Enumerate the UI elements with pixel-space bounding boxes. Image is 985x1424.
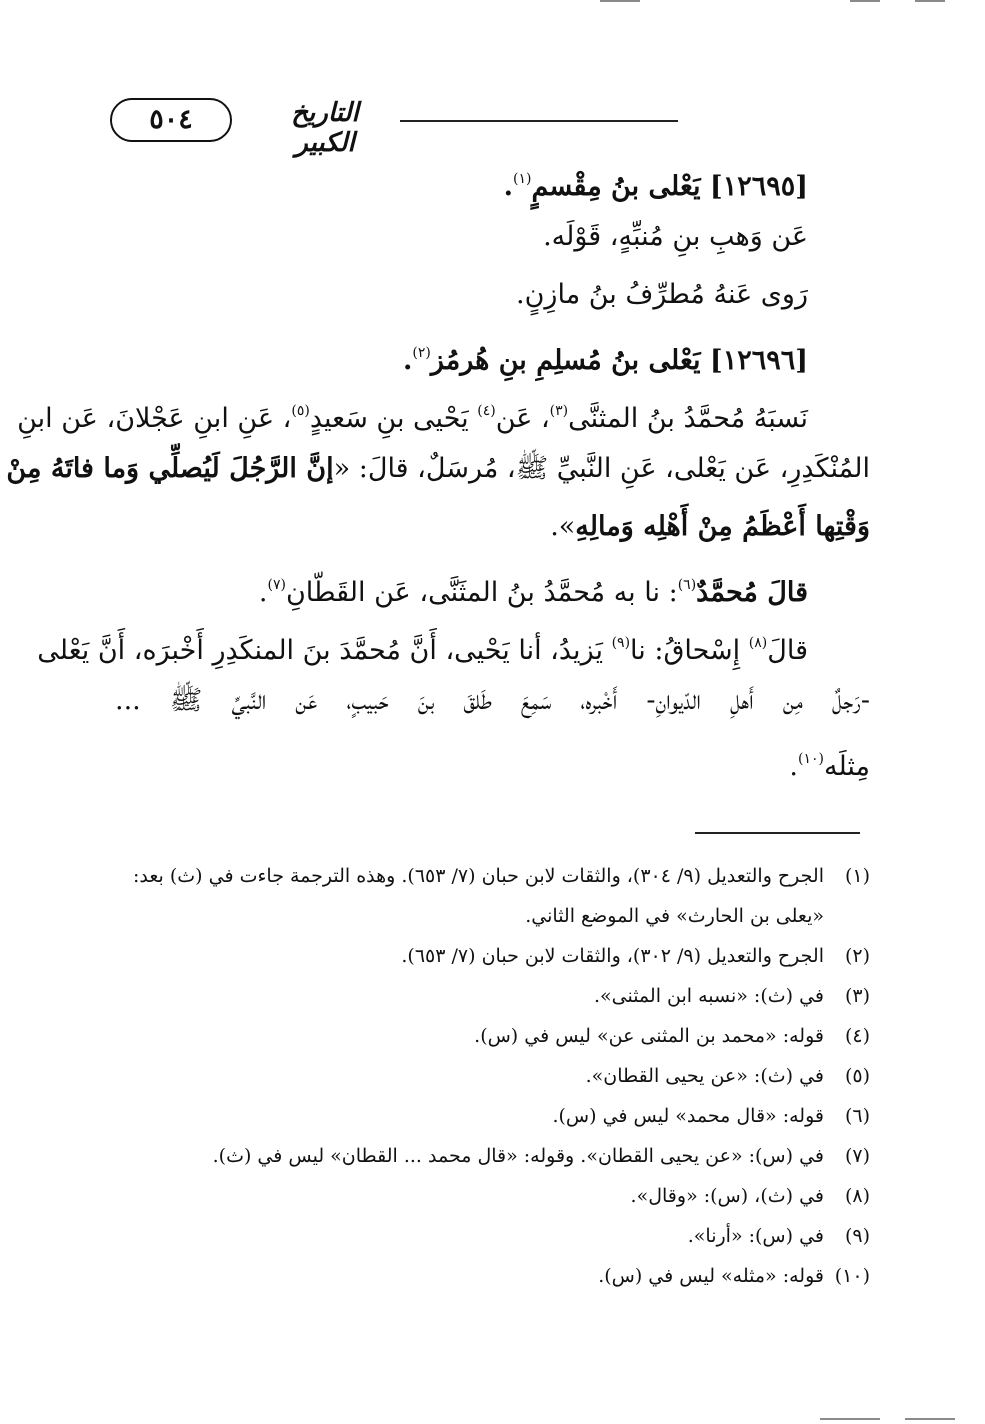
- text-line: [115, 730, 870, 788]
- footnote-ref: (٨): [748, 635, 768, 651]
- text-span: المُنْكَدِرِ، عَن يَعْلى، عَنِ النَّبيِّ ﷺ، مُرسَلٌ، قالَ: «: [333, 453, 870, 484]
- footnote-item: [115, 1136, 870, 1176]
- text-span: قالَ: [767, 635, 808, 666]
- footnote-text: في (ث)، (س): «وقال».: [630, 1185, 824, 1207]
- entry-number: [١٢٦٩٦]: [709, 345, 808, 376]
- text-line: [115, 556, 870, 614]
- entry-name: يَعْلى بنُ مُسلِمِ بنِ هُرمُز: [430, 345, 701, 376]
- footnote-text: الجرح والتعديل (٩/ ٣٠٤)، والثقات لابن حبان (٧/ ٦٥٣). وهذه الترجمة جاءت في (ث) بعد: «يعلى بن الحارث» في الموضع الثاني.: [133, 865, 824, 927]
- text-line: [115, 498, 870, 556]
- footnote-ref: (٤): [477, 403, 496, 419]
- footnote-text: قوله: «محمد بن المثنى عن» ليس في (س).: [474, 1025, 824, 1047]
- main-text: [6, 150, 870, 788]
- text-span: نَسبَهُ مُحمَّدُ بنُ المثنَّى: [568, 403, 808, 434]
- footnote-ref: (٢): [412, 345, 431, 361]
- hadith-text: إنَّ الرَّجُلَ لَيُصلِّي وَما فاتَهُ مِنْ: [6, 453, 334, 484]
- footnote-text: قوله: «قال محمد» ليس في (س).: [552, 1105, 824, 1127]
- footnote-item: [115, 936, 870, 976]
- entry-end: .: [402, 345, 413, 376]
- footnote-item: [115, 1016, 870, 1056]
- text-span: يَزيدُ، أنا يَحْيى، أَنَّ مُحمَّدَ بنَ المنكَدِرِ أَخْبرَه، أَنَّ يَعْلى: [37, 635, 612, 666]
- scan-edge-mark: [905, 1418, 955, 1420]
- footnote-text: في (ث): «نسبه ابن المثنى».: [593, 985, 824, 1007]
- entry-number: [١٢٦٩٥]: [709, 171, 808, 202]
- text-span: قالَ مُحمَّدٌ: [696, 577, 808, 608]
- footnote-number: (١): [844, 865, 870, 887]
- footnote-text: الجرح والتعديل (٩/ ٣٠٢)، والثقات لابن حبان (٧/ ٦٥٣).: [401, 945, 824, 967]
- footnote-number: (٥): [844, 1065, 870, 1087]
- footnote-item: [115, 1216, 870, 1256]
- footnote-number: (٤): [844, 1025, 870, 1047]
- entry-heading-12696: [115, 324, 870, 382]
- entry-end: .: [503, 171, 514, 202]
- footnote-number: (٦): [844, 1105, 870, 1127]
- text-line: [6, 440, 870, 498]
- text-span: : نا به مُحمَّدُ بنُ المثَنَّى، عَن القَطّانِ: [285, 577, 678, 608]
- header-rule: [400, 120, 678, 122]
- footnote-divider: [695, 832, 860, 834]
- footnote-text: في (س): «عن يحيى القطان». وقوله: «قال محمد ... القطان» ليس في (ث).: [212, 1145, 824, 1167]
- footnote-number: (٧): [844, 1145, 870, 1167]
- text-line: [17, 382, 870, 440]
- text-span: ».: [550, 511, 576, 542]
- text-span: ، عَن: [495, 403, 550, 434]
- footnote-item: [115, 856, 870, 936]
- footnote-number: (٢): [844, 945, 870, 967]
- footnote-item: [115, 1256, 870, 1296]
- footnote-item: [115, 1096, 870, 1136]
- text-line: [37, 614, 870, 672]
- text-span: ، عَنِ ابنِ عَجْلانَ، عَن ابنِ: [17, 403, 292, 434]
- text-line: -رَجلٌ مِن أَهلِ الدّيوانِ- أَخْبره، سَمِعَ طَلقَ بنَ حَبيبٍ، عَن النَّبيِّ ﷺ ...: [115, 685, 870, 716]
- footnote-number: (١٠): [834, 1265, 870, 1287]
- footnote-item: [115, 976, 870, 1016]
- footnote-ref: (٦): [677, 577, 697, 593]
- footnote-ref: (٥): [291, 403, 310, 419]
- scan-edge-mark: [820, 1418, 880, 1420]
- hadith-text: وَقْتِها أَعْظَمُ مِنْ أَهْلِه وَمالِهِ: [575, 511, 870, 542]
- entry-heading-12695: [115, 150, 870, 208]
- footnote-ref: (١٠): [797, 751, 824, 767]
- scan-edge-mark: [600, 0, 640, 2]
- footnote-item: [115, 1056, 870, 1096]
- scan-edge-mark: [915, 0, 945, 2]
- entry-name: يَعْلى بنُ مِقْسمٍ: [531, 171, 701, 202]
- book-title: التاريخ الكبير: [291, 98, 359, 158]
- footnote-number: (٩): [844, 1225, 870, 1247]
- footnote-text: في (س): «أرنا».: [687, 1225, 824, 1247]
- page-header: [110, 92, 878, 158]
- text-span: .: [789, 751, 798, 782]
- text-line: عَن وَهبِ بنِ مُنبِّهٍ، قَوْلَه.: [543, 221, 808, 252]
- footnote-text: في (ث): «عن يحيى القطان».: [585, 1065, 824, 1087]
- text-span: إِسْحاقُ: نا: [630, 635, 749, 666]
- scan-edge-mark: [850, 0, 880, 2]
- text-span: مِثلَه: [823, 751, 870, 782]
- text-line: رَوى عَنهُ مُطرِّفُ بنُ مازِنٍ.: [516, 279, 808, 310]
- page-number: ٥٠٤: [110, 98, 232, 142]
- footnote-item: [115, 1176, 870, 1216]
- footnote-ref: (١): [513, 171, 532, 187]
- footnote-ref: (٩): [611, 635, 631, 651]
- footnotes: [115, 856, 870, 1296]
- footnote-number: (٣): [844, 985, 870, 1007]
- footnote-text: قوله: «مثله» ليس في (س).: [598, 1265, 824, 1287]
- text-span: .: [258, 577, 268, 608]
- footnote-ref: (٣): [549, 403, 569, 419]
- footnote-ref: (٧): [267, 577, 286, 593]
- text-span: يَحْيى بنِ سَعيدٍ: [309, 403, 478, 434]
- footnote-number: (٨): [844, 1185, 870, 1207]
